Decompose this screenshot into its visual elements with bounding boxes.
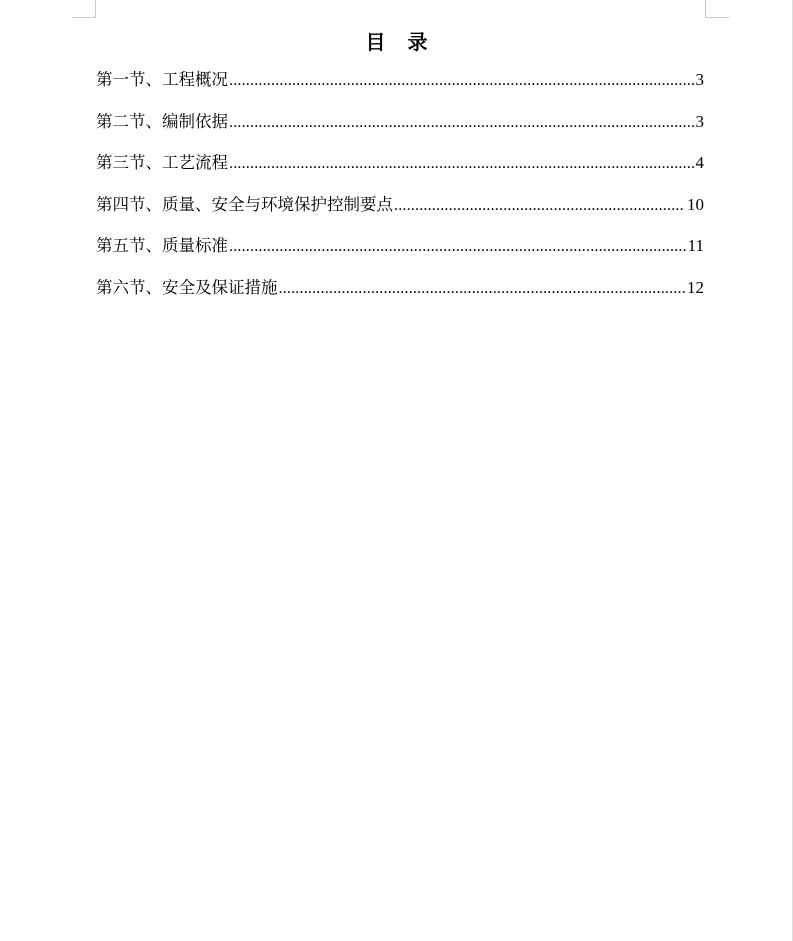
- toc-entry[interactable]: [96, 276, 704, 318]
- toc-title-char: 录: [407, 30, 428, 54]
- toc-dot-leader: [279, 277, 686, 301]
- toc-page-number: 4: [695, 153, 704, 173]
- toc-page-number: 3: [695, 111, 704, 131]
- toc-entry[interactable]: [96, 68, 704, 110]
- toc-entry-label: 第二节、编制依据: [96, 111, 228, 131]
- crop-mark-top-left: [95, 0, 96, 17]
- toc-entry[interactable]: [96, 110, 704, 152]
- toc-title-char: 目: [365, 30, 386, 54]
- toc-entry-label: 第一节、工程概况: [96, 70, 228, 89]
- toc-dot-leader: [229, 111, 694, 135]
- toc-entry[interactable]: [96, 151, 704, 193]
- toc-page-number: 11: [687, 236, 704, 256]
- crop-mark-top-left: [72, 17, 96, 18]
- toc-page-number: 12: [687, 277, 704, 297]
- toc-dot-leader: [229, 235, 686, 259]
- toc-entry-label: 第三节、工艺流程: [96, 153, 228, 173]
- toc-dot-leader: [394, 194, 685, 218]
- toc-entry-label: 第四节、质量、安全与环境保护控制要点: [96, 194, 393, 214]
- toc-entry[interactable]: [96, 234, 704, 276]
- toc-entry[interactable]: [96, 193, 704, 235]
- table-of-contents: [96, 68, 704, 318]
- toc-page-number: 3: [695, 70, 704, 89]
- toc-page-number: 10: [687, 194, 704, 214]
- toc-dot-leader: [229, 152, 694, 176]
- toc-entry-label: 第六节、安全及保证措施: [96, 277, 278, 297]
- toc-title: [0, 26, 793, 55]
- toc-entry-label: 第五节、质量标准: [96, 236, 228, 256]
- toc-dot-leader: [229, 69, 694, 93]
- crop-mark-top-right: [705, 17, 729, 18]
- crop-mark-top-right: [705, 0, 706, 17]
